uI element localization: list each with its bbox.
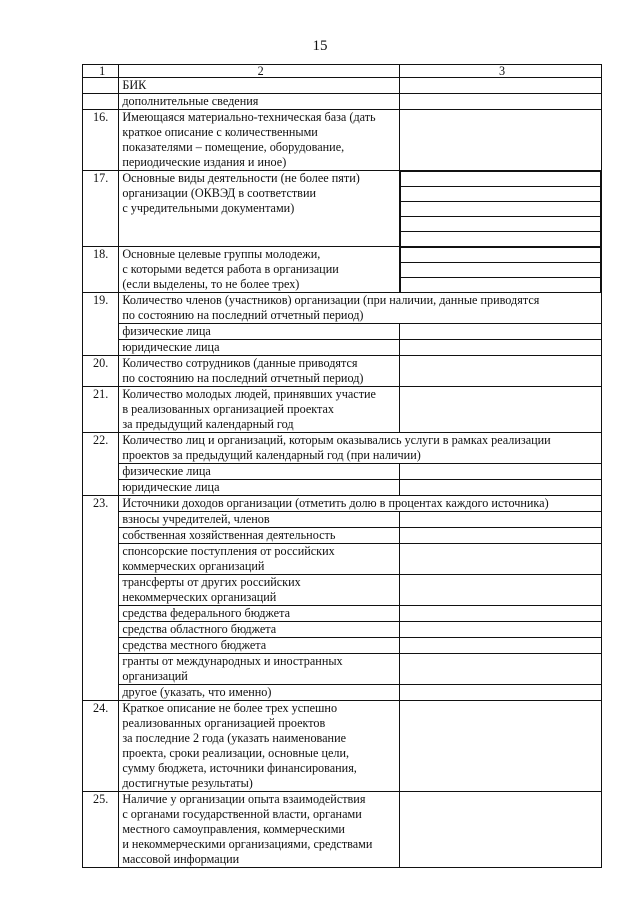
- value-22-individuals[interactable]: [400, 464, 602, 480]
- label-23-item: спонсорские поступления от российских коммерческих организаций: [119, 544, 400, 575]
- row-23-item: [83, 654, 602, 685]
- label-25: Наличие у организации опыта взаимодействия с органами государственной власти, органами местного самоуправления, коммерческими и некоммерческими организациями, средствами массовой информации: [119, 792, 400, 868]
- value-23-item[interactable]: [400, 685, 602, 701]
- label-19-individuals: физические лица: [119, 324, 400, 340]
- label-23-item: другое (указать, что именно): [119, 685, 400, 701]
- label-17: Основные виды деятельности (не более пяти) организации (ОКВЭД в соответствии с учредительными документами): [119, 171, 400, 247]
- row-number: [83, 94, 119, 110]
- row-24: [83, 701, 602, 792]
- label-22-individuals: физические лица: [119, 464, 400, 480]
- row-19-legal: [83, 340, 602, 356]
- row-21: [83, 387, 602, 433]
- label-22-legal: юридические лица: [119, 480, 400, 496]
- row-number-22: 22.: [83, 433, 119, 496]
- label-extra: дополнительные сведения: [119, 94, 400, 110]
- value-21[interactable]: [400, 387, 602, 433]
- row-23: [83, 496, 602, 512]
- value-17[interactable]: [400, 171, 602, 247]
- label-bik: БИК: [119, 78, 400, 94]
- row-22-individuals: [83, 464, 602, 480]
- row-23-item: [83, 685, 602, 701]
- row-number-23: 23.: [83, 496, 119, 701]
- value-23-item[interactable]: [400, 544, 602, 575]
- row-20: [83, 356, 602, 387]
- value-22-legal[interactable]: [400, 480, 602, 496]
- row-23-item: [83, 544, 602, 575]
- label-23-item: собственная хозяйственная деятельность: [119, 528, 400, 544]
- label-24: Краткое описание не более трех успешно реализованных организацией проектов за последние 2 года (указать наименование проекта, сроки реализации, основные цели, сумму бюджета, источники финансирования, достигнутые результаты): [119, 701, 400, 792]
- value-23-item[interactable]: [400, 606, 602, 622]
- value-24[interactable]: [400, 701, 602, 792]
- label-23-item: трансферты от других российских некоммерческих организаций: [119, 575, 400, 606]
- row-number-21: 21.: [83, 387, 119, 433]
- value-19-legal[interactable]: [400, 340, 602, 356]
- label-19: Количество членов (участников) организации (при наличии, данные приводятся по состоянию на последний отчетный период): [119, 293, 602, 324]
- row-16: [83, 110, 602, 171]
- label-23-item: средства федерального бюджета: [119, 606, 400, 622]
- value-23-item[interactable]: [400, 512, 602, 528]
- header-row: [83, 65, 602, 78]
- row-22: [83, 433, 602, 464]
- value-23-item[interactable]: [400, 528, 602, 544]
- value-25[interactable]: [400, 792, 602, 868]
- label-23-item: средства местного бюджета: [119, 638, 400, 654]
- value-23-item[interactable]: [400, 575, 602, 606]
- row-22-legal: [83, 480, 602, 496]
- row-19-individuals: [83, 324, 602, 340]
- row-number-16: 16.: [83, 110, 119, 171]
- value-23-item[interactable]: [400, 622, 602, 638]
- label-23: Источники доходов организации (отметить долю в процентах каждого источника): [119, 496, 602, 512]
- value-19-individuals[interactable]: [400, 324, 602, 340]
- row-18: [83, 247, 602, 293]
- header-col-2: 2: [119, 65, 400, 78]
- value-extra[interactable]: [400, 94, 602, 110]
- row-number-25: 25.: [83, 792, 119, 868]
- row-23-item: [83, 575, 602, 606]
- row-number: [83, 78, 119, 94]
- row-23-item: [83, 528, 602, 544]
- header-col-1: 1: [83, 65, 119, 78]
- value-bik[interactable]: [400, 78, 602, 94]
- value-23-item[interactable]: [400, 638, 602, 654]
- row-23-item: [83, 638, 602, 654]
- row-19: [83, 293, 602, 324]
- row-25: [83, 792, 602, 868]
- label-23-item: средства областного бюджета: [119, 622, 400, 638]
- page-number: 15: [312, 38, 328, 54]
- value-18[interactable]: [400, 247, 602, 293]
- row-number-24: 24.: [83, 701, 119, 792]
- label-16: Имеющаяся материально-техническая база (дать краткое описание с количественными показателями – помещение, оборудование, периодические издания и иное): [119, 110, 400, 171]
- row-number-17: 17.: [83, 171, 119, 247]
- row-17: [83, 171, 602, 247]
- row-number-19: 19.: [83, 293, 119, 356]
- label-18: Основные целевые группы молодежи, с которыми ведется работа в организации (если выделены, то не более трех): [119, 247, 400, 293]
- row-23-item: [83, 512, 602, 528]
- row-number-20: 20.: [83, 356, 119, 387]
- value-20[interactable]: [400, 356, 602, 387]
- application-form-table: [82, 64, 602, 868]
- header-col-3: 3: [400, 65, 602, 78]
- row-extra: [83, 94, 602, 110]
- label-23-item: гранты от международных и иностранных организаций: [119, 654, 400, 685]
- label-19-legal: юридические лица: [119, 340, 400, 356]
- label-22: Количество лиц и организаций, которым оказывались услуги в рамках реализации проектов за предыдущий календарный год (при наличии): [119, 433, 602, 464]
- label-20: Количество сотрудников (данные приводятся по состоянию на последний отчетный период): [119, 356, 400, 387]
- value-16[interactable]: [400, 110, 602, 171]
- row-23-item: [83, 606, 602, 622]
- label-21: Количество молодых людей, принявших участие в реализованных организацией проектах за предыдущий календарный год: [119, 387, 400, 433]
- label-23-item: взносы учредителей, членов: [119, 512, 400, 528]
- row-number-18: 18.: [83, 247, 119, 293]
- value-23-item[interactable]: [400, 654, 602, 685]
- row-23-item: [83, 622, 602, 638]
- row-bik: [83, 78, 602, 94]
